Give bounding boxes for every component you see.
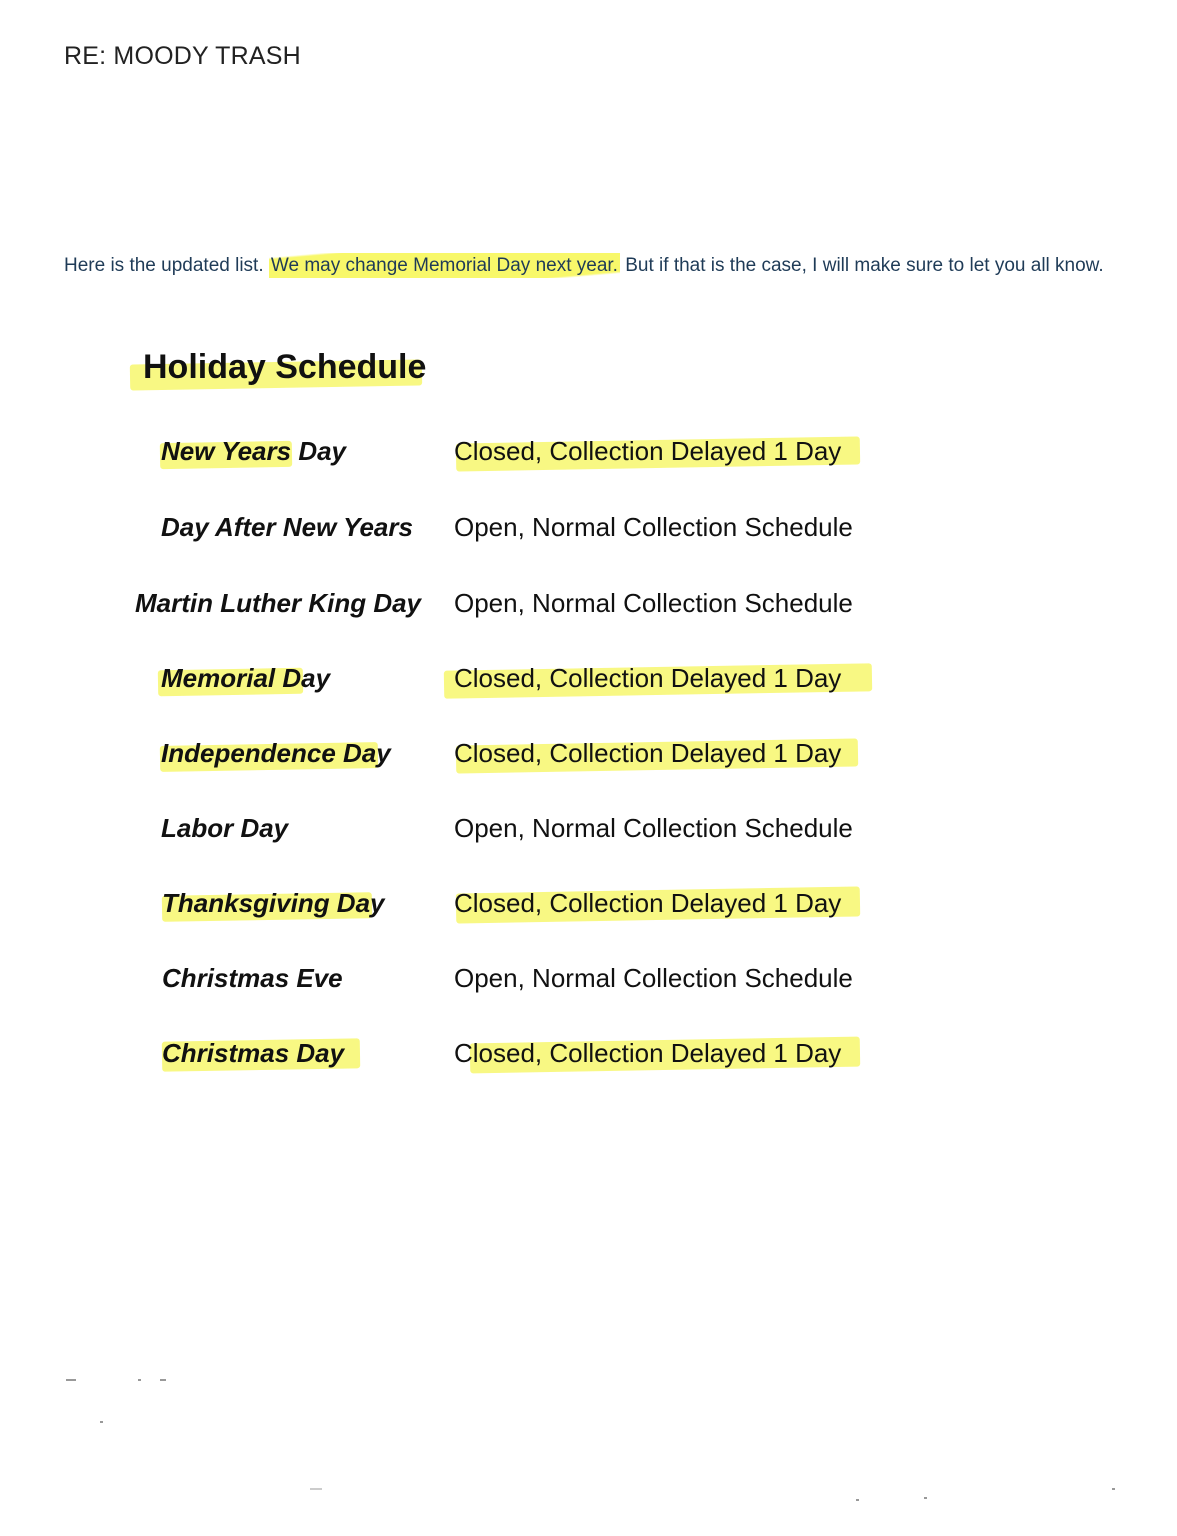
holiday-name: Memorial Day — [161, 663, 331, 693]
scan-speck — [138, 1379, 141, 1381]
scan-speck — [1112, 1488, 1115, 1490]
table-row — [0, 1038, 1177, 1078]
collection-status: Open, Normal Collection Schedule — [454, 813, 853, 843]
scan-speck — [100, 1421, 103, 1423]
collection-status: Closed, Collection Delayed 1 Day — [454, 436, 842, 466]
table-row — [0, 436, 1177, 476]
table-row — [0, 588, 1177, 628]
collection-status: Open, Normal Collection Schedule — [454, 512, 853, 542]
intro-text-before: Here is the updated list. — [64, 255, 269, 276]
collection-status: Closed, Collection Delayed 1 Day — [454, 1038, 842, 1068]
scan-speck — [310, 1488, 322, 1490]
schedule-title: Holiday Schedule — [143, 348, 427, 386]
collection-status: Open, Normal Collection Schedule — [454, 588, 853, 618]
intro-text-after: But if that is the case, I will make sure to let you all know. — [619, 255, 1104, 276]
collection-status: Closed, Collection Delayed 1 Day — [454, 738, 842, 768]
holiday-name: Independence Day — [161, 738, 391, 768]
collection-status: Closed, Collection Delayed 1 Day — [454, 663, 842, 693]
email-subject: RE: MOODY TRASH — [64, 42, 301, 70]
scan-speck — [160, 1379, 166, 1381]
scan-speck — [924, 1497, 927, 1499]
intro-paragraph — [64, 252, 1104, 280]
table-row — [0, 663, 1177, 703]
holiday-name: Martin Luther King Day — [135, 588, 422, 618]
collection-status: Open, Normal Collection Schedule — [454, 963, 853, 993]
table-row — [0, 738, 1177, 778]
holiday-name: Christmas Day — [162, 1038, 345, 1068]
table-row — [0, 888, 1177, 928]
table-row — [0, 813, 1177, 853]
table-row — [0, 963, 1177, 1003]
table-row — [0, 512, 1177, 552]
holiday-name: New Years Day — [161, 436, 347, 466]
holiday-name: Thanksgiving Day — [162, 888, 385, 918]
scan-speck — [856, 1499, 859, 1501]
scan-speck — [66, 1379, 76, 1381]
intro-highlighted-text: We may change Memorial Day next year. — [270, 255, 618, 276]
holiday-name: Labor Day — [161, 813, 289, 843]
collection-status: Closed, Collection Delayed 1 Day — [454, 888, 842, 918]
holiday-name: Day After New Years — [161, 512, 413, 542]
holiday-name: Christmas Eve — [162, 963, 343, 993]
